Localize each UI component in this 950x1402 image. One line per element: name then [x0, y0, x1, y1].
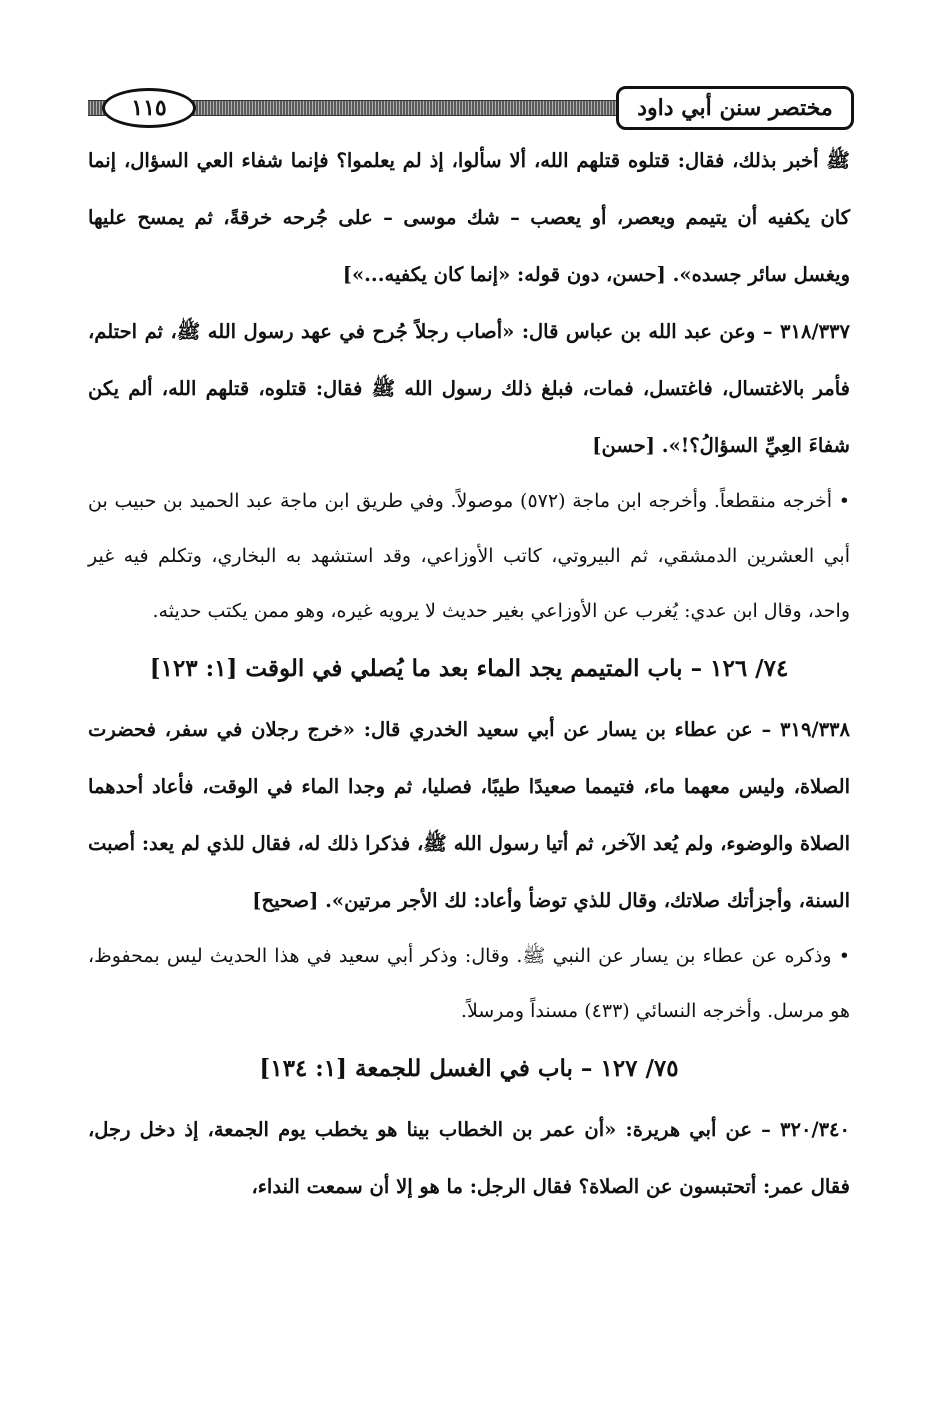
book-title: مختصر سنن أبي داود	[616, 86, 854, 130]
chapter-heading-126: ٧٤/ ١٢٦ – باب المتيمم يجد الماء بعد ما يُصلي في الوقت [١: ١٢٣]	[149, 655, 789, 682]
chapter-heading-127: ٧٥/ ١٢٧ – باب في الغسل للجمعة [١: ١٣٤]	[259, 1055, 679, 1082]
page-number: ١١٥	[102, 88, 196, 128]
hadith-318: ٣١٨/٣٣٧ – وعن عبد الله بن عباس قال: «أصاب رجلاً جُرح في عهد رسول الله ﷺ، ثم احتلم، فأمر بالاغتسال، فاغتسل، فمات، فبلغ ذلك رسول الله ﷺ فقال: قتلوه، قتلهم الله، ألم يكن شفاءَ العِيِّ السؤالُ؟!». [حسن]	[88, 320, 850, 457]
hadith-continuation: ﷺ أخبر بذلك، فقال: قتلوه قتلهم الله، ألا سألوا، إذ لم يعلموا؟ فإنما شفاء العي السؤال، إنما كان يكفيه أن يتيمم ويعصر، أو يعصب – شك موسى – على جُرحه خرقةً، ثم يمسح عليها ويغسل سائر جسده». [حسن، دون قوله: «إنما كان يكفيه...»]	[88, 149, 850, 286]
hadith-320: ٣٢٠/٣٤٠ – عن أبي هريرة: «أن عمر بن الخطاب بينا هو يخطب يوم الجمعة، إذ دخل رجل، فقال عمر: أتحتبسون عن الصلاة؟ فقال الرجل: ما هو إلا أن سمعت النداء،	[88, 1118, 850, 1198]
page-body	[88, 132, 850, 1215]
hadith-319: ٣١٩/٣٣٨ – عن عطاء بن يسار عن أبي سعيد الخدري قال: «خرج رجلان في سفر، فحضرت الصلاة، وليس معهما ماء، فتيمما صعيدًا طيبًا، فصليا، ثم وجدا الماء في الوقت، فأعاد أحدهما الصلاة والوضوء، ولم يُعد الآخر، ثم أتيا رسول الله ﷺ، فذكرا ذلك له، فقال للذي لم يعد: أصبت السنة، وأجزأتك صلاتك، وقال للذي توضأ وأعاد: لك الأجر مرتين». [صحيح]	[88, 718, 850, 912]
page-header	[0, 82, 950, 132]
takhrij-note-2: • وذكره عن عطاء بن يسار عن النبي ﷺ. وقال: وذكر أبي سعيد في هذا الحديث ليس بمحفوظ، هو مرسل. وأخرجه النسائي (٤٣٣) مسنداً ومرسلاً.	[88, 945, 850, 1022]
takhrij-note-1: • أخرجه منقطعاً. وأخرجه ابن ماجة (٥٧٢) موصولاً. وفي طريق ابن ماجة عبد الحميد بن حبيب بن أبي العشرين الدمشقي، ثم البيروتي، كاتب الأوزاعي، وقد استشهد به البخاري، وتكلم فيه غير واحد، وقال ابن عدي: يُغرب عن الأوزاعي بغير حديث لا يرويه غيره، وهو ممن يكتب حديثه.	[88, 490, 850, 622]
